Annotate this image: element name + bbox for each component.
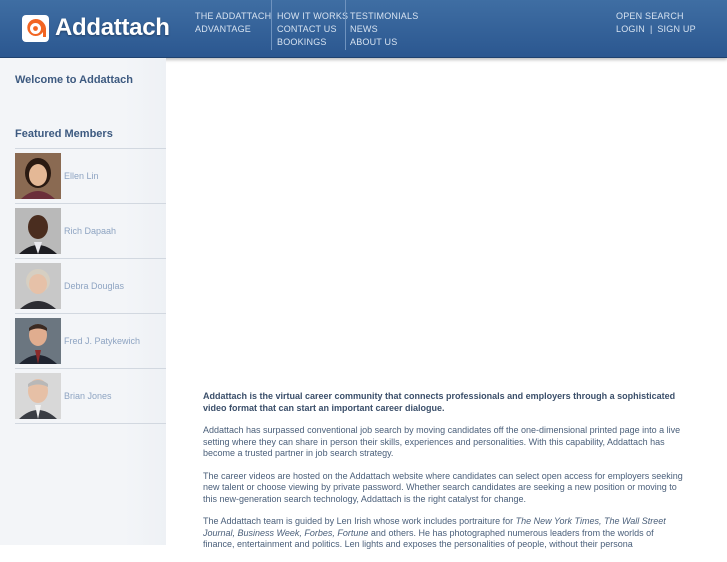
nav-testimonials[interactable]: TESTIMONIALS [350,11,419,21]
signup-link[interactable]: SIGN UP [657,24,696,34]
nav-group-advantage [195,0,271,50]
addattach-logo-icon [22,15,49,42]
open-search-link[interactable]: OPEN SEARCH [616,11,684,21]
member-ellen-lin[interactable] [15,149,166,204]
member-photo[interactable] [15,263,61,309]
member-name[interactable]: Ellen Lin [64,171,99,181]
nav-advantage[interactable]: ADVANTAGE [195,24,251,34]
member-photo[interactable] [15,208,61,254]
nav-the-addattach[interactable]: THE ADDATTACH [195,11,272,21]
nav-bookings[interactable]: BOOKINGS [277,37,327,47]
member-brian-jones[interactable] [15,369,166,424]
paragraph-1: Addattach has surpassed conventional job search by moving candidates off the one-dimensional printed page into a live setting where they can share in person their skills, experiences and personalities. With this capability, Addattach has become a trusted partner in job search strategy. [203,425,681,458]
nav-group-how [271,0,348,50]
member-rich-dapaah[interactable] [15,204,166,259]
paragraph-3-text-b: and others. He has photographed numerous leaders from the worlds of finance, entertainment and politics. Len lights and exposes the personalities of people, without their persona [203,527,654,549]
login-link[interactable]: LOGIN [616,24,646,34]
sidebar [0,58,166,545]
member-photo[interactable] [15,373,61,419]
lead-paragraph: Addattach is the virtual career community that connects professionals and employers through a sophisticated video format that can start an important career dialogue. [203,391,676,413]
main-content [203,391,683,562]
member-name[interactable]: Debra Douglas [64,281,125,291]
account-links [616,10,696,36]
nav-about-us[interactable]: ABOUT US [350,37,398,47]
logo-text: Addattach [55,14,170,41]
nav-contact-us[interactable]: CONTACT US [277,24,337,34]
logo[interactable] [22,11,170,45]
member-name[interactable]: Rich Dapaah [64,226,117,236]
paragraph-2: The career videos are hosted on the Addattach website where candidates can select open access for employers seeking new talent or choose viewing by private password. Whether search candidates are seeking a new position or moving to this new-generation search technology, Addattach is the right catalyst for change. [203,470,683,504]
member-name[interactable]: Fred J. Patykewich [64,336,141,346]
member-photo[interactable] [15,153,61,199]
welcome-heading: Welcome to Addattach [15,74,133,86]
nav-how-it-works[interactable]: HOW IT WORKS [277,11,349,21]
link-separator: | [650,24,653,34]
featured-members-list [15,148,166,424]
member-name[interactable]: Brian Jones [64,391,112,401]
featured-members-heading: Featured Members [15,128,113,140]
paragraph-3 [203,516,683,551]
paragraph-3-text-a: The Addattach team is guided by Len Irish whose work includes portraiture for [203,516,516,526]
member-debra-douglas[interactable] [15,259,166,314]
member-fred-patykewich[interactable] [15,314,166,369]
site-header [0,0,727,58]
nav-group-about [345,0,418,50]
publications-list: The New York Times, The Wall Street Journal, Business Week, Forbes, Fortune [203,516,666,538]
nav-news[interactable]: NEWS [350,24,378,34]
member-photo[interactable] [15,318,61,364]
